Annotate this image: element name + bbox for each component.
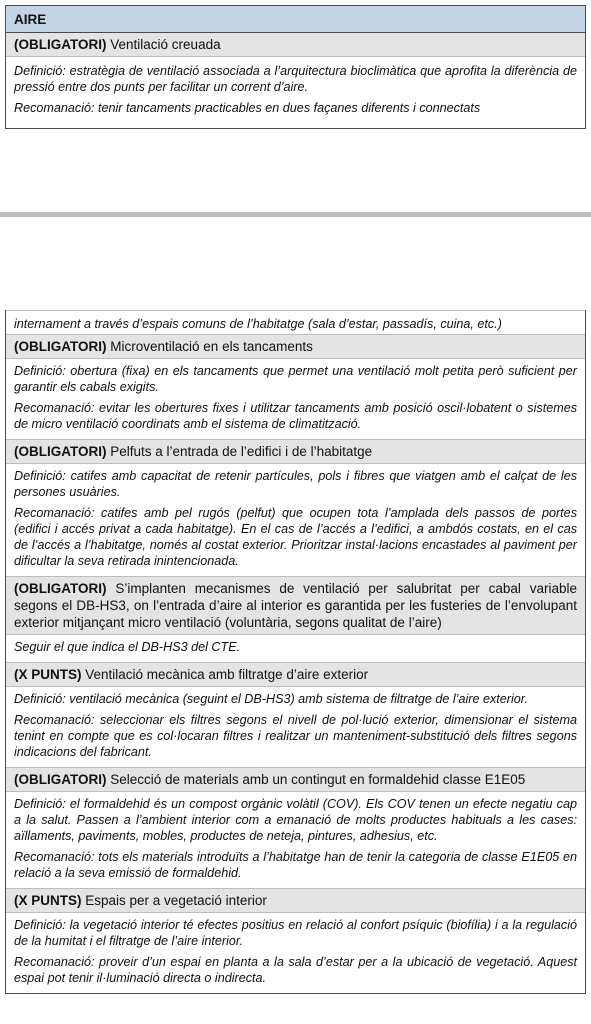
page-break-divider	[0, 212, 591, 217]
continued-text	[6, 310, 585, 334]
item-title-text: Ventilació creuada	[110, 37, 221, 52]
item-recommendation: Recomanació: seleccionar els filtres segons el nivell de pol·lució exterior, dimensionar el sistema tenint en compte que es col·locaran filtres i realitzar un manteniment-substitució dels filtres segons indicacions del fabricant.	[14, 713, 577, 759]
item-body	[6, 464, 585, 577]
item-body	[6, 792, 585, 889]
item-recommendation: Recomanació: catifes amb pel rugós (pelfut) que ocupen tota l’amplada dels passos de portes (edifici i accés privat a cada habitatge). En el cas de l’accés a l’edifici, a ambdós costats, en el cas de l’accés a l’habitatge, només al costat exterior. Prioritzar instal·lacions encastades al paviment per dificultar la seva retirada inintencionada.	[14, 506, 577, 568]
item-title-text: Microventilació en els tancaments	[110, 339, 313, 354]
list-item	[6, 768, 585, 889]
item-title	[6, 577, 585, 635]
item-definition: Definició: estratègia de ventilació associada a l’arquitectura bioclimàtica que aprofita la diferència de pressió entre dos punts per facilitar un corrent d’aire.	[14, 64, 577, 94]
item-title-text: Espais per a vegetació interior	[85, 893, 267, 908]
item-definition: Definició: catifes amb capacitat de retenir partícules, pols i fibres que viatgen amb el calçat de les persones usuàries.	[14, 469, 577, 499]
item-definition: Definició: ventilació mecànica (seguint el DB-HS3) amb sistema de filtratge de l’aire exterior.	[14, 692, 528, 706]
item-tag: (X PUNTS)	[14, 893, 82, 908]
item-tag: (X PUNTS)	[14, 667, 82, 682]
item-recommendation: Recomanació: tots els materials introduïts a l’habitatge han de tenir la categoria de classe E1E05 en relació a la seva emissió de formaldehid.	[14, 850, 577, 880]
air-table-bottom	[5, 310, 586, 994]
item-title	[6, 334, 585, 359]
list-item	[6, 889, 585, 993]
item-tag: (OBLIGATORI)	[14, 444, 107, 459]
item-body	[6, 913, 585, 993]
item-definition: Definició: obertura (fixa) en els tancaments que permet una ventilació molt petita però suficient per garantir els cabals exigits.	[14, 364, 577, 394]
item-title	[6, 889, 585, 913]
item-title-text: Selecció de materials amb un contingut en formaldehid classe E1E05	[110, 772, 526, 787]
item-tag: (OBLIGATORI)	[14, 37, 107, 52]
air-table-top	[5, 5, 586, 129]
item-tag: (OBLIGATORI)	[14, 339, 107, 354]
item-definition: Definició: la vegetació interior té efectes positius en relació al confort psíquic (biofília) i a la regulació de la humitat i el filtratge de l’aire interior.	[14, 918, 577, 948]
list-item	[6, 663, 585, 768]
item-body	[6, 635, 585, 663]
section-header: AIRE	[6, 5, 585, 33]
item-title-text: S’implanten mecanismes de ventilació per salubritat per cabal variable segons el DB-HS3, on l’entrada d’aire al interior es garantida per les fusteries de l’envolupant exterior mitjançant micro ventilació (voluntària, segons qualitat de l’aire)	[14, 581, 577, 630]
item-title	[6, 768, 585, 792]
item-title	[6, 33, 585, 57]
list-item	[6, 334, 585, 440]
item-body	[6, 687, 585, 768]
continued-recommendation: internament a través d’espais comuns de l’habitatge (sala d’estar, passadís, cuina, etc.)	[14, 317, 502, 331]
item-definition: Seguir el que indica el DB-HS3 del CTE.	[14, 640, 241, 654]
list-item	[6, 440, 585, 577]
item-body	[6, 359, 585, 440]
item-tag: (OBLIGATORI)	[14, 581, 107, 596]
item-definition: Definició: el formaldehid és un compost orgànic volàtil (COV). Els COV tenen un efecte negatiu cap a la salut. Passen a l’ambient interior com a emanació de molts productes habituals a les cases: aïllaments, paviments, mobles, productes de neteja, pintures, adhesius, etc.	[14, 797, 577, 843]
item-recommendation: Recomanació: proveir d’un espai en planta a la sala d’estar per a la ubicació de vegetació. Aquest espai pot tenir il·luminació directa o indirecta.	[14, 955, 577, 985]
list-item	[6, 577, 585, 663]
item-tag: (OBLIGATORI)	[14, 772, 107, 787]
item-body	[6, 57, 585, 129]
item-title-text: Ventilació mecànica amb filtratge d’aire exterior	[85, 667, 369, 682]
item-title	[6, 663, 585, 687]
item-recommendation: Recomanació: tenir tancaments practicables en dues façanes diferents i connectats	[14, 101, 481, 115]
item-title-text: Pelfuts a l’entrada de l’edifici i de l’habitatge	[110, 444, 373, 459]
item-recommendation: Recomanació: evitar les obertures fixes i utilitzar tancaments amb posició oscil·lobatent o sistemes de micro ventilació coordinats amb el sistema de climatització.	[14, 401, 577, 431]
item-title	[6, 440, 585, 464]
